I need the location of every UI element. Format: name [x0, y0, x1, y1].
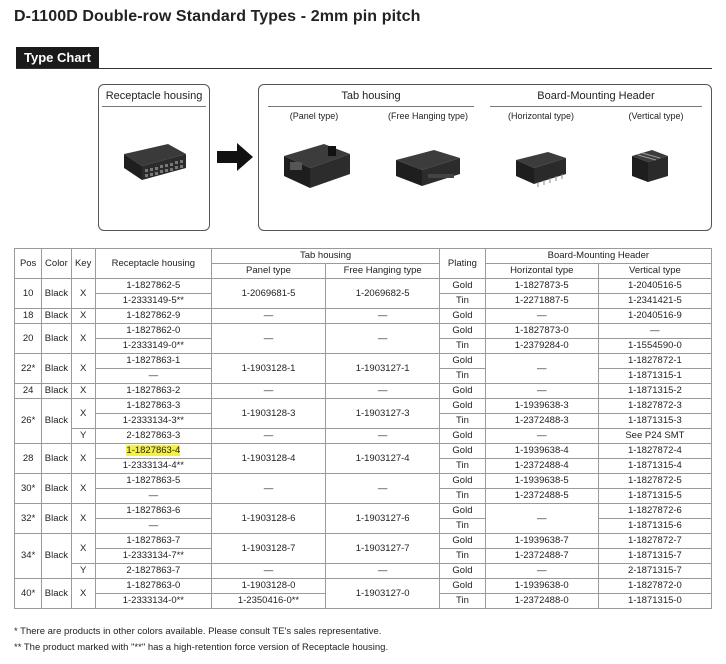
receptacle-cell: —: [95, 369, 211, 384]
key-cell: X: [71, 384, 95, 399]
panel-cell: 1-1903128-4: [211, 444, 325, 474]
plating-cell: Tin: [440, 369, 485, 384]
key-cell: X: [71, 324, 95, 354]
receptacle-cell: 1-2333149-0**: [95, 339, 211, 354]
table-row: [15, 309, 712, 324]
header-tab-housing: Tab housing: [211, 249, 439, 264]
key-cell: X: [71, 474, 95, 504]
panel-cell: —: [211, 474, 325, 504]
table-row: [15, 324, 712, 339]
pos-cell: 28: [15, 444, 42, 474]
vertical-cell: 1-2341421-5: [598, 294, 711, 309]
free-hanging-cell: 1-2069682-5: [326, 279, 440, 309]
tab-housing-label-line: [268, 106, 474, 107]
key-cell: X: [71, 309, 95, 324]
color-cell: Black: [42, 324, 71, 354]
vertical-type-label: (Vertical type): [628, 111, 684, 121]
free-hanging-cell: —: [326, 309, 440, 324]
panel-type-label: (Panel type): [289, 111, 339, 121]
free-hanging-label: (Free Hanging type): [387, 111, 469, 121]
color-cell: Black: [42, 309, 71, 324]
table-row: [15, 384, 712, 399]
plating-cell: Gold: [440, 354, 485, 369]
panel-cell: 1-1903128-1: [211, 354, 325, 384]
vertical-type-image: [628, 146, 672, 190]
pos-cell: 30*: [15, 474, 42, 504]
pos-cell: 22*: [15, 354, 42, 384]
horizontal-type-image: [512, 148, 570, 188]
receptacle-cell: 1-1827863-1: [95, 354, 211, 369]
panel-cell: 1-2350416-0**: [211, 594, 325, 609]
horizontal-cell: —: [485, 354, 598, 384]
horizontal-cell: —: [485, 429, 598, 444]
color-cell: Black: [42, 579, 71, 609]
horizontal-cell: 1-2372488-3: [485, 414, 598, 429]
vertical-cell: 1-1871315-2: [598, 384, 711, 399]
receptacle-cell: 1-1827862-0: [95, 324, 211, 339]
plating-cell: Tin: [440, 459, 485, 474]
panel-cell: —: [211, 309, 325, 324]
arrow-right-icon: [217, 143, 253, 171]
receptacle-cell: 1-2333134-7**: [95, 549, 211, 564]
plating-cell: Tin: [440, 549, 485, 564]
horizontal-cell: 1-1827873-5: [485, 279, 598, 294]
vertical-cell: 1-1871315-6: [598, 519, 711, 534]
table-row: [15, 474, 712, 489]
table-row: [15, 504, 712, 519]
key-cell: X: [71, 534, 95, 564]
panel-cell: 1-1903128-7: [211, 534, 325, 564]
key-cell: Y: [71, 564, 95, 579]
header-key: Key: [71, 249, 95, 279]
receptacle-cell: [95, 444, 211, 459]
panel-cell: —: [211, 429, 325, 444]
plating-cell: Gold: [440, 474, 485, 489]
plating-cell: Gold: [440, 384, 485, 399]
plating-cell: Gold: [440, 309, 485, 324]
header-horizontal: Horizontal type: [485, 264, 598, 279]
receptacle-cell: 2-1827863-7: [95, 564, 211, 579]
table-row: [15, 429, 712, 444]
vertical-cell: 2-1871315-7: [598, 564, 711, 579]
vertical-cell: 1-1827872-1: [598, 354, 711, 369]
panel-cell: 1-2069681-5: [211, 279, 325, 309]
vertical-cell: See P24 SMT: [598, 429, 711, 444]
pos-cell: 32*: [15, 504, 42, 534]
color-cell: Black: [42, 474, 71, 504]
plating-cell: Tin: [440, 519, 485, 534]
plating-cell: Gold: [440, 399, 485, 414]
pos-cell: 26*: [15, 399, 42, 444]
vertical-cell: 1-1871315-1: [598, 369, 711, 384]
vertical-cell: 1-1827872-3: [598, 399, 711, 414]
plating-cell: Tin: [440, 414, 485, 429]
section-divider: [16, 68, 712, 69]
horizontal-cell: 1-2379284-0: [485, 339, 598, 354]
free-hanging-cell: 1-1903127-4: [326, 444, 440, 474]
plating-cell: Tin: [440, 294, 485, 309]
free-hanging-cell: —: [326, 324, 440, 354]
vertical-cell: 1-1871315-7: [598, 549, 711, 564]
vertical-cell: 1-1871315-0: [598, 594, 711, 609]
pos-cell: 34*: [15, 534, 42, 579]
pos-cell: 20: [15, 324, 42, 354]
free-hanging-cell: 1-1903127-1: [326, 354, 440, 384]
pos-cell: 40*: [15, 579, 42, 609]
horizontal-type-label: (Horizontal type): [507, 111, 575, 121]
pos-cell: 10: [15, 279, 42, 309]
type-chart-table: [14, 248, 712, 609]
vertical-cell: 1-2040516-9: [598, 309, 711, 324]
tab-housing-label: Tab housing: [341, 90, 401, 102]
vertical-cell: —: [598, 324, 711, 339]
plating-cell: Gold: [440, 279, 485, 294]
plating-cell: Gold: [440, 504, 485, 519]
color-cell: Black: [42, 444, 71, 474]
receptacle-housing-image: [118, 140, 190, 184]
free-hanging-cell: 1-1903127-0: [326, 579, 440, 609]
header-board-mounting: Board-Mounting Header: [485, 249, 711, 264]
header-free-hanging: Free Hanging type: [326, 264, 440, 279]
receptacle-cell: 1-1827862-9: [95, 309, 211, 324]
panel-cell: —: [211, 384, 325, 399]
plating-cell: Tin: [440, 339, 485, 354]
free-hanging-cell: —: [326, 429, 440, 444]
color-cell: Black: [42, 534, 71, 579]
panel-cell: 1-1903128-6: [211, 504, 325, 534]
color-cell: Black: [42, 279, 71, 309]
vertical-cell: 1-1827872-0: [598, 579, 711, 594]
horizontal-cell: —: [485, 384, 598, 399]
receptacle-cell: 1-1827862-5: [95, 279, 211, 294]
receptacle-cell: 1-1827863-6: [95, 504, 211, 519]
receptacle-cell: 1-1827863-5: [95, 474, 211, 489]
horizontal-cell: —: [485, 504, 598, 534]
color-cell: Black: [42, 504, 71, 534]
horizontal-cell: 1-2372488-5: [485, 489, 598, 504]
receptacle-label-line: [102, 106, 206, 107]
horizontal-cell: 1-1827873-0: [485, 324, 598, 339]
horizontal-cell: 1-2271887-5: [485, 294, 598, 309]
panel-cell: 1-1903128-3: [211, 399, 325, 429]
free-hanging-cell: —: [326, 564, 440, 579]
free-hanging-cell: 1-1903127-6: [326, 504, 440, 534]
table-row: [15, 564, 712, 579]
receptacle-cell: 1-1827863-0: [95, 579, 211, 594]
section-label: Type Chart: [16, 47, 99, 69]
key-cell: X: [71, 444, 95, 474]
board-header-label-line: [490, 106, 702, 107]
page-title: D-1100D Double-row Standard Types - 2mm pin pitch: [14, 8, 421, 25]
key-cell: X: [71, 504, 95, 534]
table-row: [15, 579, 712, 594]
board-header-label: Board-Mounting Header: [537, 90, 655, 102]
footnote-high-retention: ** The product marked with "**" has a high-retention force version of Receptacle housing.: [14, 642, 389, 653]
receptacle-cell: 1-1827863-7: [95, 534, 211, 549]
vertical-cell: 1-1871315-3: [598, 414, 711, 429]
color-cell: Black: [42, 384, 71, 399]
highlighted-part-number: 1-1827863-4: [126, 445, 181, 456]
horizontal-cell: —: [485, 309, 598, 324]
receptacle-cell: 1-2333134-3**: [95, 414, 211, 429]
receptacle-cell: 2-1827863-3: [95, 429, 211, 444]
free-hanging-cell: —: [326, 474, 440, 504]
horizontal-cell: 1-2372488-0: [485, 594, 598, 609]
table-row: [15, 444, 712, 459]
pos-cell: 24: [15, 384, 42, 399]
table-row: [15, 354, 712, 369]
plating-cell: Gold: [440, 429, 485, 444]
receptacle-cell: 1-1827863-3: [95, 399, 211, 414]
horizontal-cell: 1-1939638-3: [485, 399, 598, 414]
receptacle-label: Receptacle housing: [105, 90, 203, 102]
plating-cell: Gold: [440, 444, 485, 459]
key-cell: Y: [71, 429, 95, 444]
receptacle-cell: 1-2333134-4**: [95, 459, 211, 474]
plating-cell: Gold: [440, 564, 485, 579]
horizontal-cell: 1-1939638-5: [485, 474, 598, 489]
color-cell: Black: [42, 354, 71, 384]
panel-cell: —: [211, 324, 325, 354]
receptacle-cell: —: [95, 519, 211, 534]
vertical-cell: 1-1827872-4: [598, 444, 711, 459]
vertical-cell: 1-1554590-0: [598, 339, 711, 354]
vertical-cell: 1-1871315-4: [598, 459, 711, 474]
receptacle-cell: 1-1827863-2: [95, 384, 211, 399]
horizontal-cell: 1-1939638-7: [485, 534, 598, 549]
plating-cell: Gold: [440, 579, 485, 594]
panel-type-image: [280, 140, 354, 192]
key-cell: X: [71, 399, 95, 429]
header-panel-type: Panel type: [211, 264, 325, 279]
footnote-colors: * There are products in other colors available. Please consult TE's sales representative.: [14, 626, 382, 637]
horizontal-cell: —: [485, 564, 598, 579]
vertical-cell: 1-1827872-6: [598, 504, 711, 519]
vertical-cell: 1-2040516-5: [598, 279, 711, 294]
header-vertical: Vertical type: [598, 264, 711, 279]
receptacle-cell: 1-2333134-0**: [95, 594, 211, 609]
key-cell: X: [71, 279, 95, 309]
horizontal-cell: 1-1939638-0: [485, 579, 598, 594]
key-cell: X: [71, 354, 95, 384]
vertical-cell: 1-1871315-5: [598, 489, 711, 504]
header-pos: Pos: [15, 249, 42, 279]
panel-cell: 1-1903128-0: [211, 579, 325, 594]
horizontal-cell: 1-2372488-7: [485, 549, 598, 564]
free-hanging-type-image: [392, 146, 464, 190]
plating-cell: Tin: [440, 594, 485, 609]
header-receptacle: Receptacle housing: [95, 249, 211, 279]
table-row: [15, 399, 712, 414]
plating-cell: Gold: [440, 324, 485, 339]
table-row: [15, 279, 712, 294]
plating-cell: Gold: [440, 534, 485, 549]
free-hanging-cell: 1-1903127-3: [326, 399, 440, 429]
receptacle-cell: 1-2333149-5**: [95, 294, 211, 309]
receptacle-cell: —: [95, 489, 211, 504]
vertical-cell: 1-1827872-7: [598, 534, 711, 549]
panel-cell: —: [211, 564, 325, 579]
horizontal-cell: 1-2372488-4: [485, 459, 598, 474]
free-hanging-cell: —: [326, 384, 440, 399]
vertical-cell: 1-1827872-5: [598, 474, 711, 489]
color-cell: Black: [42, 399, 71, 444]
free-hanging-cell: 1-1903127-7: [326, 534, 440, 564]
pos-cell: 18: [15, 309, 42, 324]
key-cell: X: [71, 579, 95, 609]
header-color: Color: [42, 249, 71, 279]
table-row: [15, 534, 712, 549]
horizontal-cell: 1-1939638-4: [485, 444, 598, 459]
header-plating: Plating: [440, 249, 485, 279]
plating-cell: Tin: [440, 489, 485, 504]
